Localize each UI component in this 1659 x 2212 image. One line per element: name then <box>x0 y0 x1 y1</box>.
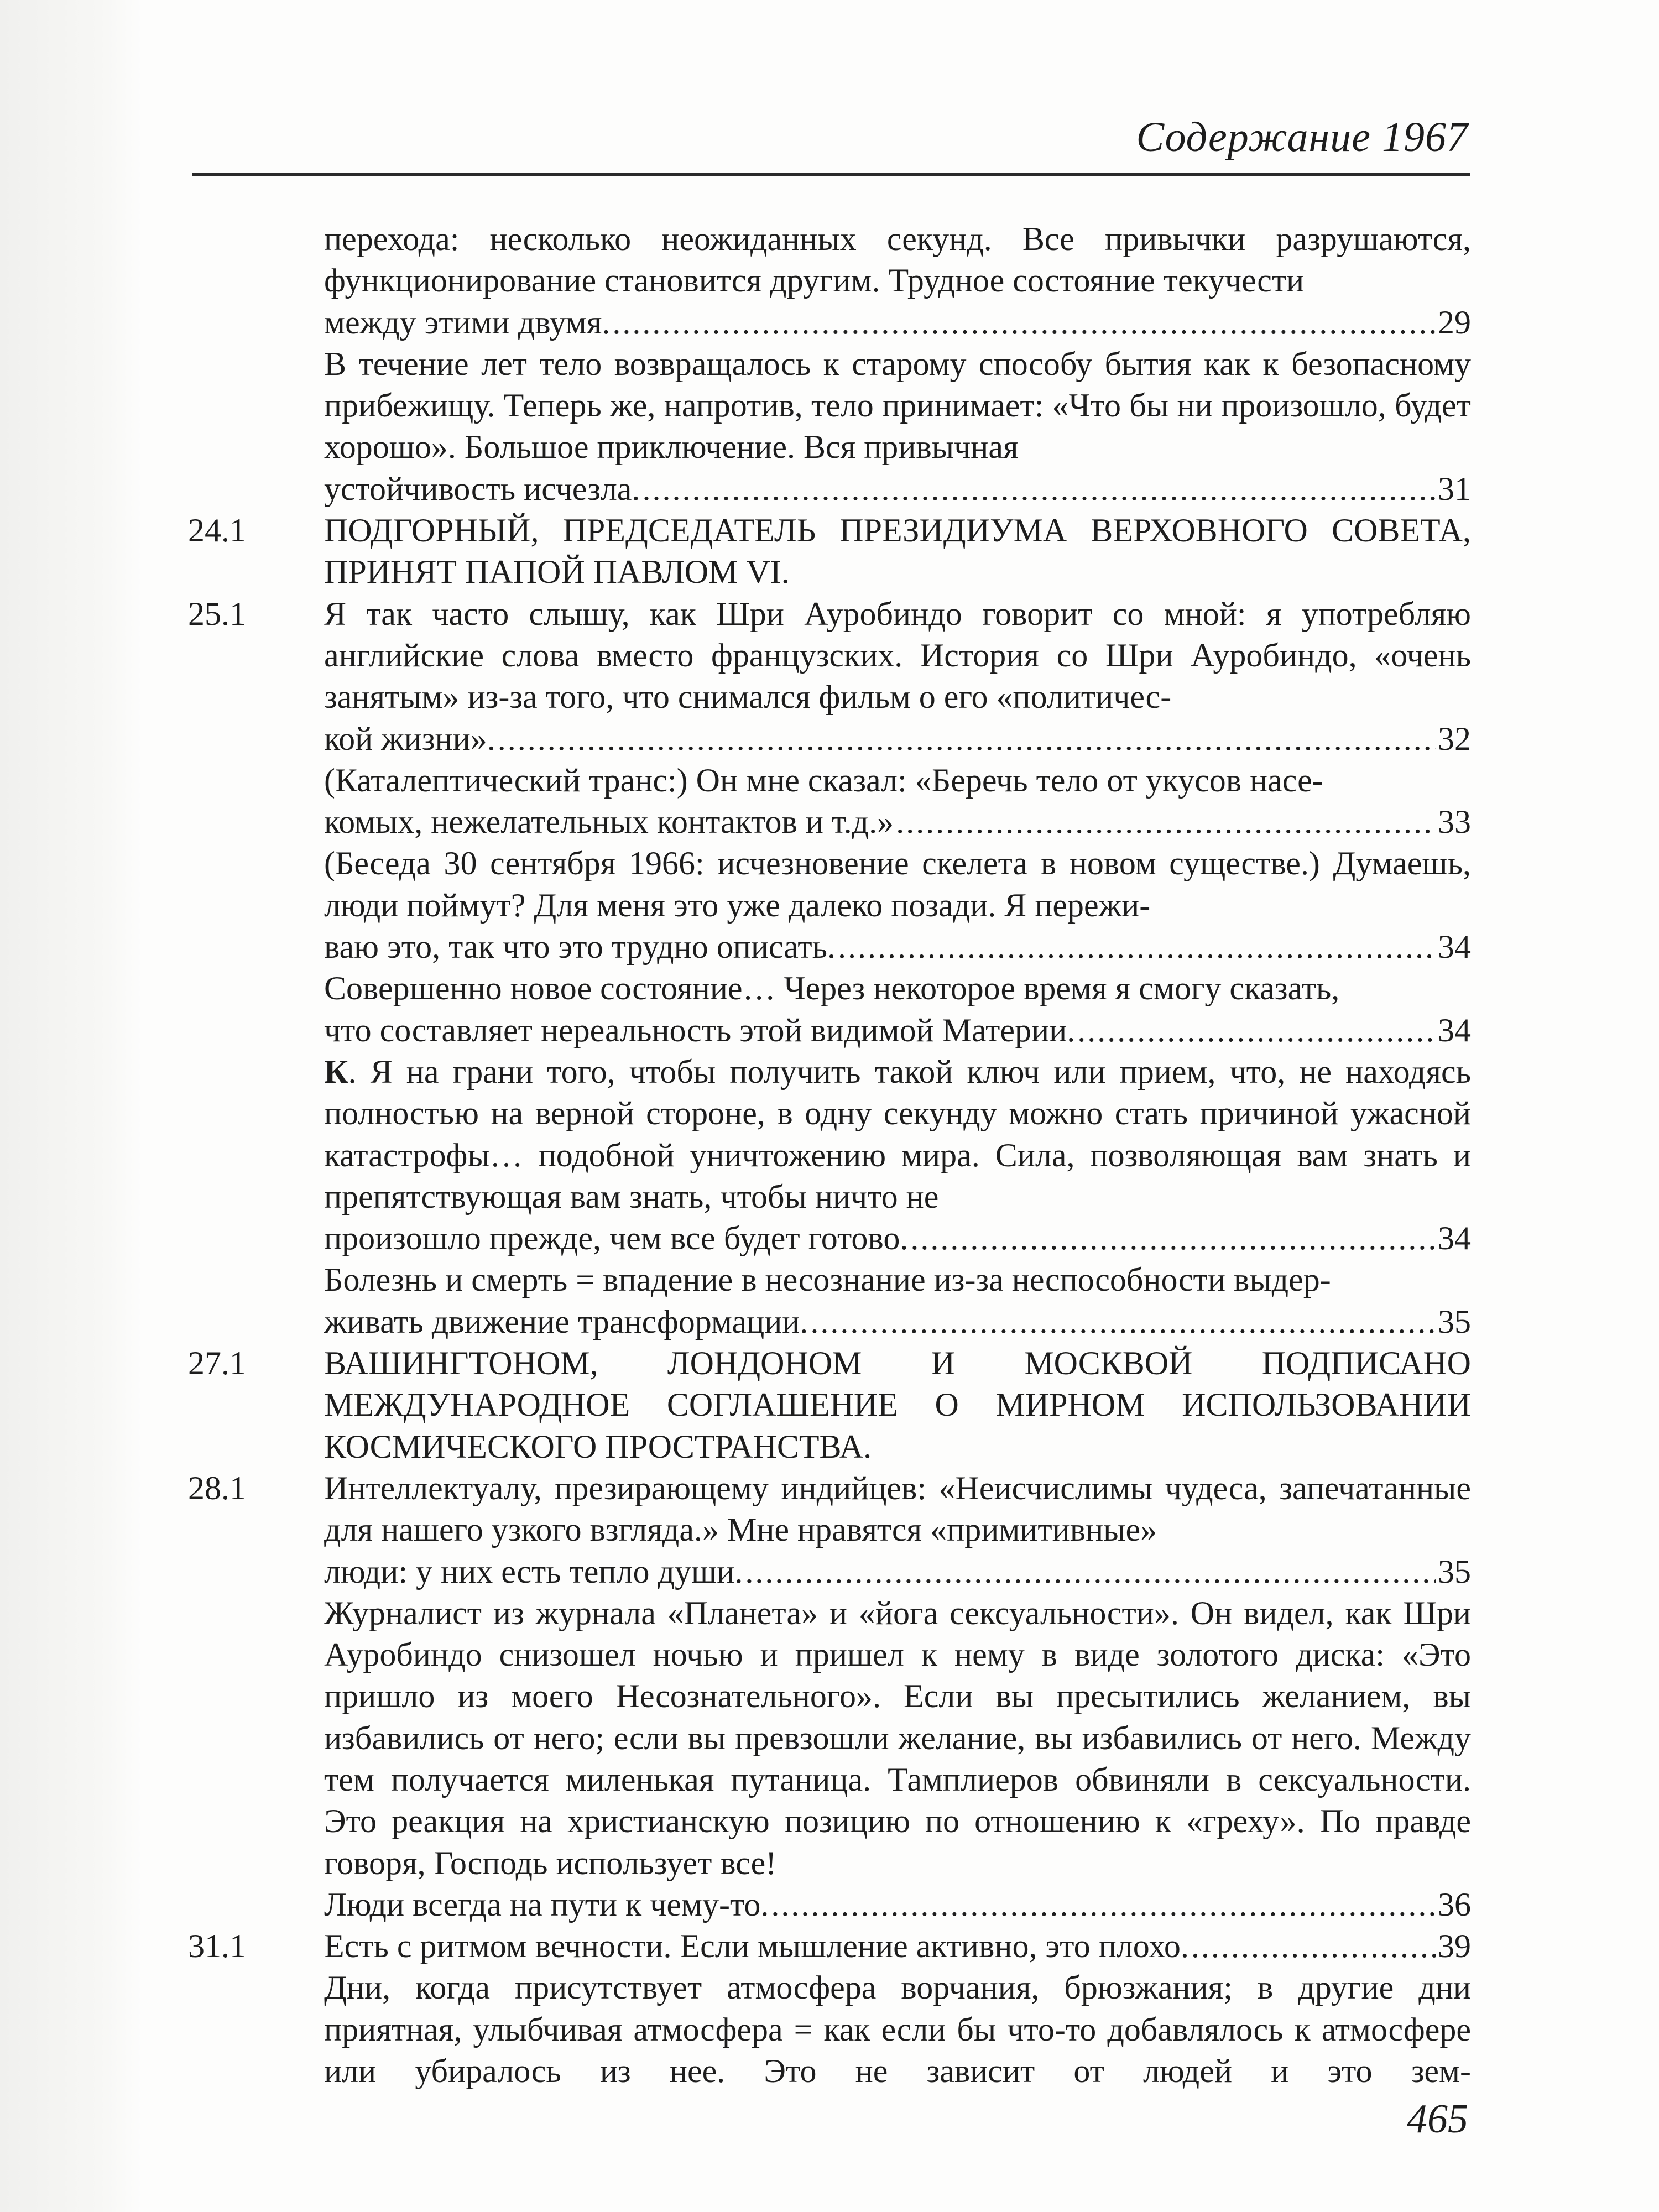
entry-last-line: что составляет нереальность этой видимой Материи. <box>324 1011 1076 1048</box>
entry-text: Журналист из журнала «Планета» и «йога сексуальности». Он видел, как Шри Ауробиндо снизошел ночью и пришел к нему в виде золотого диска: «Это пришло из моего Несознательного». Если вы пресытились желанием, вы избавились от него; если вы превзошли желание, вы избавились от него. Между тем получается миленькая путаница. Тамплиеров обвиняли в сексуальности. Это реакция на христианскую позицию по отношению к «греху». По правде говоря, Господь использует все! <box>324 1594 1471 1881</box>
running-header: Содержание 1967 <box>1136 114 1468 160</box>
contents-entry <box>188 343 1471 510</box>
entry-leader-line <box>324 1926 1471 1967</box>
leader-dots <box>1191 1926 1436 1967</box>
entry-leader-line <box>324 718 1471 760</box>
entry-text: Болезнь и смерть = впадение в несознание из-за неспособности выдер- <box>324 1261 1331 1298</box>
leader-dots <box>642 468 1436 510</box>
entry-last-line: живать движение трансформации. <box>324 1303 808 1340</box>
entry-page: 34 <box>1438 1011 1471 1048</box>
contents-entry <box>188 593 1471 760</box>
leader-dots <box>498 718 1436 760</box>
entry-last-line: Люди всегда на пути к чему-то. <box>324 1886 769 1923</box>
entry-page: 32 <box>1438 720 1471 757</box>
entry-page: 34 <box>1438 1220 1471 1257</box>
entry-date: 31.1 <box>188 1928 246 1965</box>
entry-text: Совершенно новое состояние… Через некоторое время я смогу сказать, <box>324 970 1340 1007</box>
leader-dots <box>810 1301 1436 1343</box>
entry-leader-line <box>324 1218 1471 1259</box>
entry-bold-initial: К <box>324 1053 348 1090</box>
entry-leader-line <box>324 302 1471 343</box>
entry-last-line: устойчивость исчезла. <box>324 470 640 507</box>
entry-page: 35 <box>1438 1553 1471 1590</box>
entry-leader-line <box>324 801 1471 843</box>
leader-dots <box>612 302 1436 343</box>
page-gutter-shadow <box>0 0 143 2212</box>
leader-dots <box>771 1884 1436 1926</box>
entry-page: 33 <box>1438 804 1471 841</box>
entry-leader-line <box>324 1884 1471 1926</box>
entry-page: 35 <box>1438 1303 1471 1340</box>
contents-entry <box>188 1051 1471 1259</box>
entry-leader-line <box>324 926 1471 968</box>
leader-dots <box>1077 1010 1436 1051</box>
page-number: 465 <box>1407 2096 1468 2142</box>
entry-date: 28.1 <box>188 1469 246 1506</box>
entry-page: 34 <box>1438 928 1471 966</box>
entry-leader-line <box>324 1301 1471 1343</box>
entry-event-text: ВАШИНГТОНОМ, ЛОНДОНОМ И МОСКВОЙ ПОДПИСАНО МЕЖДУНАРОДНОЕ СОГЛАШЕНИЕ О МИРНОМ ИСПОЛЬЗОВАНИИ КОСМИЧЕСКОГО ПРОСТРАНСТВА. <box>324 1345 1471 1465</box>
contents-entry <box>188 1259 1471 1343</box>
entry-text <box>324 1051 1471 1218</box>
leader-dots <box>838 926 1436 968</box>
contents-entry <box>188 760 1471 843</box>
entry-page: 29 <box>1438 304 1471 341</box>
entry-text: Дни, когда присутствует атмосфера ворчания, брюзжания; в другие дни приятная, улыбчивая атмосфера = как если бы что-то добавлялось к атмосфере или убиралось из нее. Это не зависит от людей и это зем- <box>324 1969 1471 2090</box>
contents-entry <box>188 1468 1471 1593</box>
entry-last-line: произошло прежде, чем все будет готово. <box>324 1220 909 1257</box>
contents-list <box>188 218 1471 2092</box>
entry-text: В течение лет тело возвращалось к старому способу бытия как к безопасному прибежищу. Теперь же, напротив, тело принимает: «Что бы ни произошло, будет хорошо». Большое приключение. Вся привычная <box>324 345 1471 466</box>
entry-date: 24.1 <box>188 512 246 549</box>
leader-dots <box>910 1218 1436 1259</box>
entry-text: Я так часто слышу, как Шри Ауробиндо говорит со мной: я употребляю английские слова вместо французских. История со Шри Ауробиндо, «очень занятым» из-за того, что снимался фильм о его «политичес- <box>324 595 1471 716</box>
contents-entry <box>188 1926 1471 1967</box>
entry-text-rest: . Я на грани того, чтобы получить такой ключ или прием, что, не находясь полностью на верной стороне, в одну секунду можно стать причиной ужасной катастрофы… подобной уничтожению мира. Сила, позволяющая вам знать и препятствующая вам знать, чтобы ничто не <box>324 1053 1471 1215</box>
contents-entry <box>188 1343 1471 1468</box>
entry-last-line: кой жизни». <box>324 720 495 757</box>
entry-leader-line <box>324 468 1471 510</box>
entry-leader-line <box>324 1010 1471 1051</box>
contents-entry <box>188 968 1471 1051</box>
entry-last-line: ваю это, так что это трудно описать. <box>324 928 836 966</box>
entry-event-text: ПОДГОРНЫЙ, ПРЕДСЕДАТЕЛЬ ПРЕЗИДИУМА ВЕРХОВНОГО СОВЕТА, ПРИНЯТ ПАПОЙ ПАВЛОМ VI. <box>324 512 1471 591</box>
entry-last-line: комых, нежелательных контактов и т.д.» <box>324 804 894 841</box>
entry-last-line: между этими двумя. <box>324 304 611 341</box>
entry-last-line: Есть с ритмом вечности. Если мышление активно, это плохо. <box>324 1928 1189 1965</box>
entry-text: (Каталептический транс:) Он мне сказал: «Беречь тело от укусов насе- <box>324 761 1323 799</box>
contents-entry <box>188 843 1471 968</box>
leader-dots <box>745 1551 1436 1593</box>
entry-page: 39 <box>1438 1928 1471 1965</box>
contents-entry <box>188 1593 1471 1926</box>
entry-text: Интеллектуалу, презирающему индийцев: «Неисчислимы чудеса, запечатанные для нашего узкого взгляда.» Мне нравятся «примитивные» <box>324 1469 1471 1548</box>
leader-dots <box>896 801 1436 843</box>
entry-text: (Беседа 30 сентября 1966: исчезновение скелета в новом существе.) Думаешь, люди поймут? Для меня это уже далеко позади. Я пережи- <box>324 845 1471 924</box>
contents-entry <box>188 1967 1471 2092</box>
entry-date: 25.1 <box>188 595 246 632</box>
header-rule <box>192 173 1470 176</box>
entry-date: 27.1 <box>188 1345 246 1382</box>
entry-page: 31 <box>1438 470 1471 507</box>
entry-leader-line <box>324 1551 1471 1593</box>
contents-entry <box>188 218 1471 343</box>
entry-page: 36 <box>1438 1886 1471 1923</box>
contents-entry <box>188 510 1471 593</box>
entry-text: перехода: несколько неожиданных секунд. Все привычки разрушаются, функционирование становится другим. Трудное состояние текучести <box>324 221 1471 299</box>
entry-last-line: люди: у них есть тепло души. <box>324 1553 743 1590</box>
